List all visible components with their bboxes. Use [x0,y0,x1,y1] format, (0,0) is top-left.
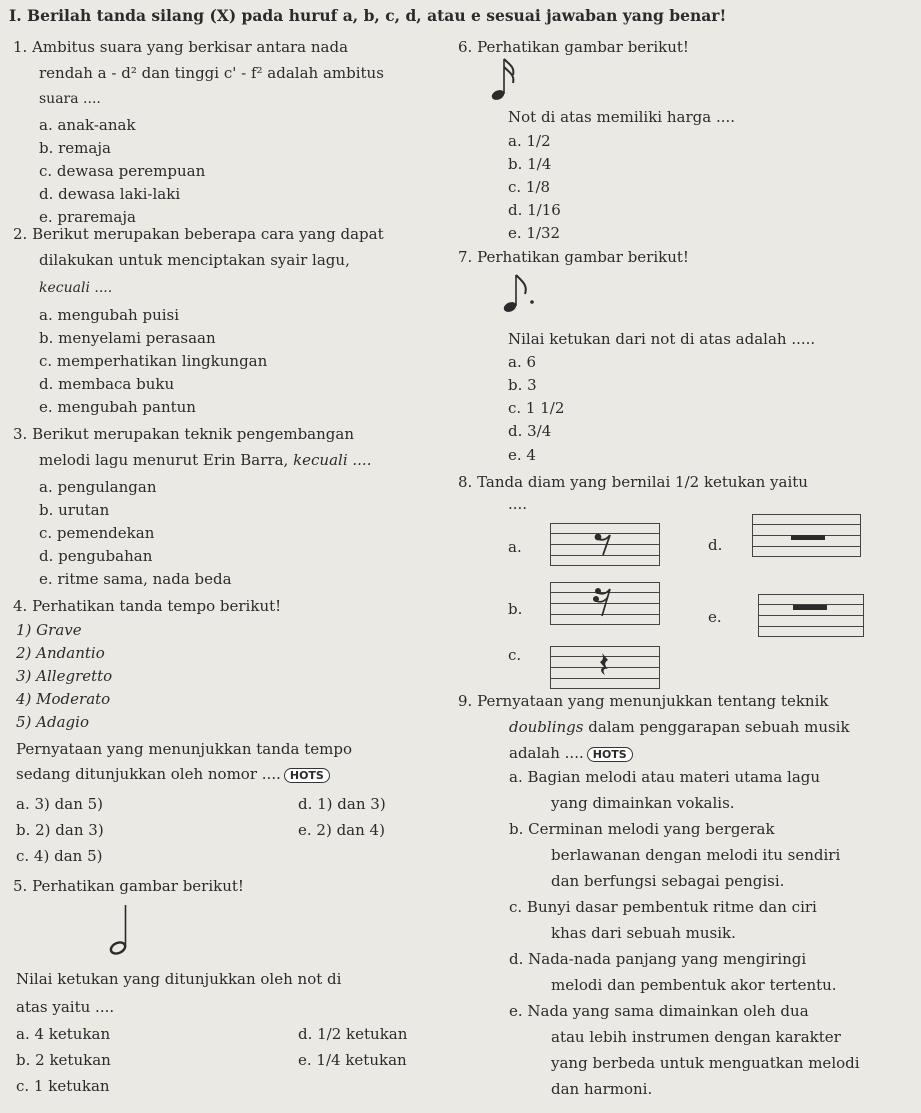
q5-option-e[interactable]: e. 1/4 ketukan [298,1051,407,1069]
q6-line1: 6. Perhatikan gambar berikut! [458,38,689,56]
q2-line3: kecuali .... [39,280,113,296]
q9-option-d-cont: melodi dan pembentuk akor tertentu. [551,976,837,994]
q1-line1: 1. Ambitus suara yang berkisar antara nada [13,38,349,56]
q3-option-a[interactable]: a. pengulangan [39,478,157,496]
sixteenth-note-icon [490,56,520,106]
whole-rest-icon [793,605,827,610]
q8-line2: .... [508,495,528,513]
q8-line1: 8. Tanda diam yang bernilai 1/2 ketukan yaitu [458,473,808,491]
q2-option-d[interactable]: d. membaca buku [39,375,175,393]
q7-option-c[interactable]: c. 1 1/2 [508,399,565,417]
dotted-eighth-note-icon [502,272,538,316]
q9-option-c[interactable]: c. Bunyi dasar pembentuk ritme dan ciri [509,898,817,916]
q1-option-c[interactable]: c. dewasa perempuan [39,162,206,180]
q9-option-b-cont2: dan berfungsi sebagai pengisi. [551,872,785,890]
q5-line1: 5. Perhatikan gambar berikut! [13,877,244,895]
q4-tempo-2: 2) Andantio [16,644,105,662]
q7-option-a[interactable]: a. 6 [508,353,537,371]
section-title: I. Berilah tanda silang (X) pada huruf a, b, c, d, atau e sesuai jawaban yang benar! [9,6,727,25]
q8-option-a-label[interactable]: a. [508,538,522,556]
q6-stem: Not di atas memiliki harga .... [508,108,736,126]
q7-option-e[interactable]: e. 4 [508,446,536,464]
q9-option-c-cont: khas dari sebuah musik. [551,924,736,942]
q8-option-d-label[interactable]: d. [708,536,723,554]
q4-option-a[interactable]: a. 3) dan 5) [16,795,104,813]
q9-option-e-cont3: dan harmoni. [551,1080,653,1098]
q2-option-c[interactable]: c. memperhatikan lingkungan [39,352,268,370]
q4-option-e[interactable]: e. 2) dan 4) [298,821,385,839]
q2-line2: dilakukan untuk menciptakan syair lagu, [39,251,350,269]
q7-line1: 7. Perhatikan gambar berikut! [458,248,689,266]
q1-line2: rendah a - d² dan tinggi c' - f² adalah ambitus [39,64,384,82]
q3-option-e[interactable]: e. ritme sama, nada beda [39,570,232,588]
half-note-icon [108,903,138,959]
q8-option-a-staff[interactable] [550,523,660,566]
q4-stem2-text: sedang ditunjukkan oleh nomor .... [16,765,281,783]
q7-stem: Nilai ketukan dari not di atas adalah ..... [508,330,816,348]
q9-line1: 9. Pernyataan yang menunjukkan tentang teknik [458,692,829,710]
q3-line2-text: melodi lagu menurut Erin Barra, [39,451,289,469]
q4-tempo-3: 3) Allegretto [16,667,113,685]
q9-option-b-cont1: berlawanan dengan melodi itu sendiri [551,846,841,864]
q8-option-c-label[interactable]: c. [508,646,522,664]
hots-badge: HOTS [284,768,330,783]
q6-option-d[interactable]: d. 1/16 [508,201,561,219]
q9-option-d[interactable]: d. Nada-nada panjang yang mengiringi [509,950,807,968]
q8-option-d-staff[interactable] [752,514,861,557]
q3-option-c[interactable]: c. pemendekan [39,524,155,542]
q6-option-b[interactable]: b. 1/4 [508,155,552,173]
eighth-rest-icon [593,532,615,556]
q9-line2-italic: doublings [509,718,584,736]
q8-option-b-staff[interactable] [550,582,660,625]
q1-line3: suara .... [39,91,101,107]
q9-line2 [509,720,850,735]
q3-line1: 3. Berikut merupakan teknik pengembangan [13,425,354,443]
half-rest-icon [791,535,825,540]
q1-option-e[interactable]: e. praremaja [39,208,136,226]
q4-tempo-5: 5) Adagio [16,713,89,731]
q1-option-d[interactable]: d. dewasa laki-laki [39,185,181,203]
q4-option-d[interactable]: d. 1) dan 3) [298,795,386,813]
q5-option-a[interactable]: a. 4 ketukan [16,1025,111,1043]
q4-tempo-4: 4) Moderato [16,690,111,708]
q3-line2-italic: kecuali .... [293,451,372,469]
sixteenth-rest-icon [593,587,615,617]
q3-line2 [39,453,371,468]
q2-line1: 2. Berikut merupakan beberapa cara yang dapat [13,225,384,243]
q9-option-a[interactable]: a. Bagian melodi atau materi utama lagu [509,768,821,786]
q8-option-c-staff[interactable] [550,646,660,689]
q9-line3-text: adalah .... [509,744,584,762]
q6-option-c[interactable]: c. 1/8 [508,178,551,196]
q2-option-a[interactable]: a. mengubah puisi [39,306,180,324]
q7-option-d[interactable]: d. 3/4 [508,422,552,440]
q1-option-a[interactable]: a. anak-anak [39,116,136,134]
q4-line1: 4. Perhatikan tanda tempo berikut! [13,597,282,615]
q3-option-d[interactable]: d. pengubahan [39,547,153,565]
quarter-rest-icon [597,652,613,684]
q9-option-e[interactable]: e. Nada yang sama dimainkan oleh dua [509,1002,809,1020]
q2-option-b[interactable]: b. menyelami perasaan [39,329,216,347]
q4-option-b[interactable]: b. 2) dan 3) [16,821,104,839]
q4-stem2 [16,767,330,783]
q4-stem1: Pernyataan yang menunjukkan tanda tempo [16,740,352,758]
q5-option-d[interactable]: d. 1/2 ketukan [298,1025,408,1043]
q9-line3 [509,746,633,762]
q9-line2-text: dalam penggarapan sebuah musik [588,718,850,736]
q8-option-b-label[interactable]: b. [508,600,523,618]
q9-option-e-cont1: atau lebih instrumen dengan karakter [551,1028,841,1046]
q8-option-e-staff[interactable] [758,594,864,637]
q9-option-b[interactable]: b. Cerminan melodi yang bergerak [509,820,775,838]
q5-stem1: Nilai ketukan yang ditunjukkan oleh not di [16,970,342,988]
q9-option-e-cont2: yang berbeda untuk menguatkan melodi [551,1054,860,1072]
q6-option-a[interactable]: a. 1/2 [508,132,551,150]
q1-option-b[interactable]: b. remaja [39,139,111,157]
q4-tempo-1: 1) Grave [16,621,82,639]
q2-option-e[interactable]: e. mengubah pantun [39,398,196,416]
q3-option-b[interactable]: b. urutan [39,501,110,519]
q5-stem2: atas yaitu .... [16,998,115,1016]
hots-badge: HOTS [587,747,633,762]
q4-option-c[interactable]: c. 4) dan 5) [16,847,103,865]
q5-option-b[interactable]: b. 2 ketukan [16,1051,111,1069]
q9-option-a-cont: yang dimainkan vokalis. [551,794,735,812]
q5-option-c[interactable]: c. 1 ketukan [16,1077,110,1095]
q6-option-e[interactable]: e. 1/32 [508,224,561,242]
q7-option-b[interactable]: b. 3 [508,376,537,394]
q8-option-e-label[interactable]: e. [708,608,722,626]
